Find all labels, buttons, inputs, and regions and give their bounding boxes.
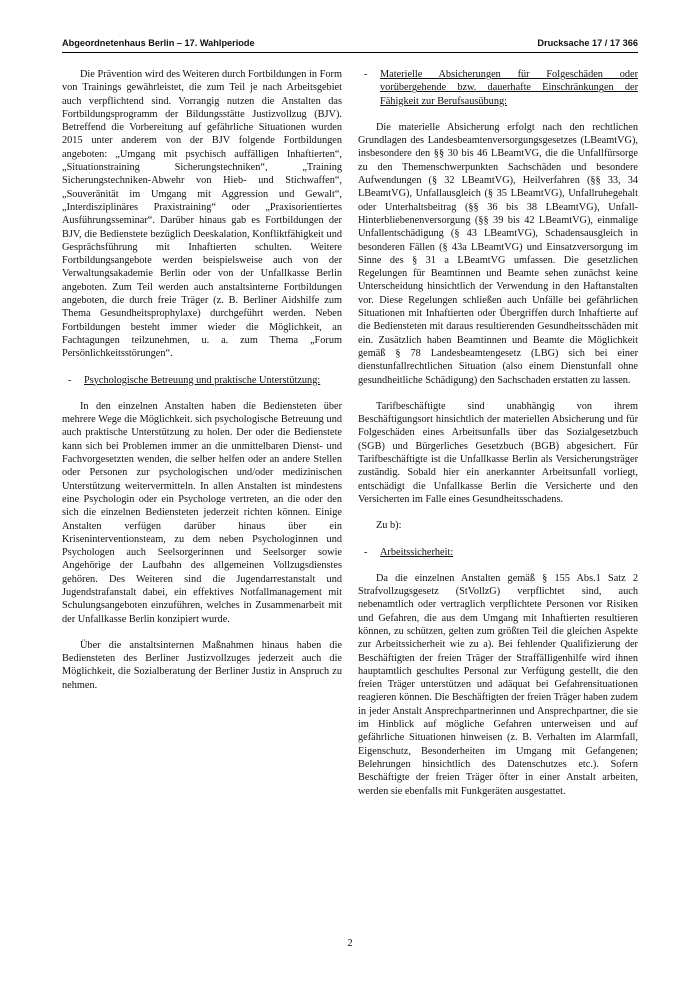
paragraph-occupational-safety: Da die einzelnen Anstalten gemäß § 155 Abs.1 Satz 2 Strafvollzugsgesetz (StVollzG) verpflichtet sind, auch nebenamtlich oder vertraglich verpflichtete Personen vor Risiken und Gefahren, die aus dem Umgang mit Inhaftierten resultieren können, zu schützen, gelten zum größten Teil die gleichen Aspekte zur Arbeitssicherheit wie zu a). Bei fehlender Qualifizierung der Beschäftigten der freien Träger der Straffälligenhilfe wird ihnen hauptamtlich geschultes Personal zur Verfügung gestellt, die den freien Träger unterstützen und adäquat bei Gefahrensituationen reagieren können. Die Beschäftigten der freien Träger haben zudem in jeder Anstalt Ansprechpartnerinnen und Ansprechpartner, die sie im Hinblick auf mögliche Gefahren unterweisen und auf gefährliche Situationen hinweisen (z. B. Verhalten im Alarmfall, Eigenschutz, Besonderheiten im Umgang mit Gefangenen; Belehrungen hinsichtlich des Datenschutzes etc.). Sofern Beschäftigte der freien Träger öfter in einer Anstalt arbeiten, werden sie ebenfalls mit Funkgeräten ausgestattet. [358,572,638,797]
header-title: Abgeordnetenhaus Berlin – 17. Wahlperiode [62,38,255,48]
dash-bullet: - [364,546,368,558]
bullet-material-protection [364,68,638,108]
paragraph-psychological-support: In den einzelnen Anstalten haben die Bediensteten über mehrere Wege die Möglichkeit. sich psychologische Betreuung und auch praktische Unterstützung zu holen. Der oder die Bedienstete kann sich bei Problemen immer an die unmittelbaren Dienst- und Fachvorgesetzten wenden, die selber helfen oder an andere Stellen oder Personen zur psychologischen und/oder medizinischen Unterstützung weitervermitteln. In allen Anstalten ist mindestens eine Psychologin oder ein Psychologe vertreten, an die oder den sich die einzelnen Bediensteten jederzeit richten können. Einige Anstalten verfügen darüber hinaus über ein Kriseninterventionsteam, zu dem neben Psychologinnen und Psychologen auch Seelsorgerinnen und Seelsorger sowie Angehörige der Laufbahn des allgemeinen Vollzugsdienstes gehören. Des Weiteren sind die Jugendarrestanstalt und Jugendstrafanstalt dabei, ein effektives Notfallmanagement mit Schulungsangeboten einzuführen, welches in Zusammenarbeit mit der Unfallkasse Berlin konzipiert wurde. [62,400,342,625]
section-label-zu-b: Zu b): [376,520,402,532]
page-number: 2 [347,938,353,949]
paragraph-prevention: Die Prävention wird des Weiteren durch Fortbildungen in Form von Trainings gewährleistet, die zum Teil je nach Arbeitsgebiet auch verpflichtend sind. Vorrangig nutzen die Anstalten das Fortbildungsprogramm der Bildungsstätte Justizvollzug (BJV). Betreffend die Vorbereitung auf gefährliche Situationen wurden 2015 unter anderem von der BJV folgende Fortbildungen angeboten: „Umgang mit psychisch auffälligen Inhaftierten“, „Situationstraining Sicherungstechniken“, „Training Sicherungstechniken-Abwehr von Hieb- und Stichwaffen“, „Souveränität im Umgang mit Aggression und Gewalt“, „Interdisziplinäres Praxistraining“ oder „Praxisorientiertes Ausführungsseminar“. Darüber hinaus gab es Fortbildungen der BJV, die Bedienstete bezüglich Deeskalation, Konfliktfähigkeit und Gesprächsführung mit Inhaftierten schulten. Weitere Fortbildungsangebote werden beispielsweise auch von der Verwaltungsakademie Berlin oder von der Unfallkasse Berlin angeboten. Zum Teil werden auch anstaltsinterne Fortbildungen angeboten, die durch freie Träger (z. B. Berliner Aidshilfe zum Thema Gesundheitsprophylaxe) durchgeführt werden. Neben Fortbildungen besteht immer wieder die Möglichkeit, an Fachtagungen teilzunehmen, u. a. zum Thema „Forum Persönlichkeitsstörungen“. [62,69,342,360]
left-column [62,68,342,705]
bullet-heading: Materielle Absicherungen für Folgeschäden oder vorübergehende bzw. dauerhafte Einschränkungen der Fähigkeit zur Berufsausübung: [380,69,638,107]
paragraph-social-counseling: Über die anstaltsinternen Maßnahmen hinaus haben die Bediensteten des Berliner Justizvollzuges jederzeit auch die Möglichkeit, die Sozialberatung der Berliner Justiz in Anspruch zu nehmen. [62,639,342,691]
bullet-occupational-safety [364,546,638,559]
right-column [358,68,638,811]
bullet-heading: Psychologische Betreuung und praktische Unterstützung: [84,374,321,386]
bullet-heading: Arbeitssicherheit: [380,546,454,558]
page-header [62,38,638,53]
paragraph-material-protection: Die materielle Absicherung erfolgt nach den rechtlichen Grundlagen des Landesbeamtenversorgungsgesetzes (LBeamtVG), insbesondere den §§ 30 bis 46 LBeamtVG, die die Unfallfürsorge zu den Themenschwerpunkten Sachschäden und besondere Aufwendungen (§ 32 LBeamtVG), Heilverfahren (§§ 33, 34 LBeamtVG), Unfallausgleich (§ 35 LBeamtVG), Unfallruhegehalt oder Unterhaltsbeitrag (§§ 36 bis 38 LBeamtVG), Unfall-Hinterbliebenenversorgung (§§ 39 bis 42 LBeamtVG), einmalige Unfallentschädigung (§ 43 LBeamtVG), Schadensausgleich in besonderen Fällen (§ 43a LBeamtVG) und Einsatzversorgung im Sinne des § 31 a LBeamtVG umfassen. Die gesetzlichen Regelungen für Beamtinnen und Beamte sehen zunächst keine Unterscheidung hinsichtlich der Verwendung in den Haftanstalten vor. Diese Regelungen schließen auch Unfälle bei gefährlichen Situationen mit Inhaftierten oder Übergriffen durch Inhaftierte auf die Bediensteten mit daraus resultierenden Gesundheitsschäden mit ein. Zusätzlich haben Beamtinnen und Beamte die Möglichkeit gemäß § 78 Landesbeamtengesetz (LBG) sich bei einer dienstunfallrechtlichen Situation (also einem Dienstunfall ohne gesundheitliche Schädigung) den Sachschaden erstatten zu lassen. [358,121,638,386]
dash-bullet: - [68,374,72,386]
header-document-number: Drucksache 17 / 17 366 [537,38,638,48]
bullet-psychological-support [68,374,342,387]
dash-bullet: - [364,69,368,80]
paragraph-tariff-employees: Tarifbeschäftigte sind unabhängig von ihrem Beschäftigungsort hinsichtlich der materiellen Absicherung und für Folgeschäden eines Arbeitsunfalls über das Sozialgesetzbuch (SGB) und Bürgerliches Gesetzbuch (BGB) abgesichert. Für Tarifbeschäftigte ist die Unfallkasse Berlin als Versicherungsträger zuständig. Sobald hier ein anerkannter Arbeitsunfall vorliegt, entschädigt die Unfallkasse Berlin die Versicherte und den Versicherten im Falle eines Gesundheitsschadens. [358,400,638,505]
